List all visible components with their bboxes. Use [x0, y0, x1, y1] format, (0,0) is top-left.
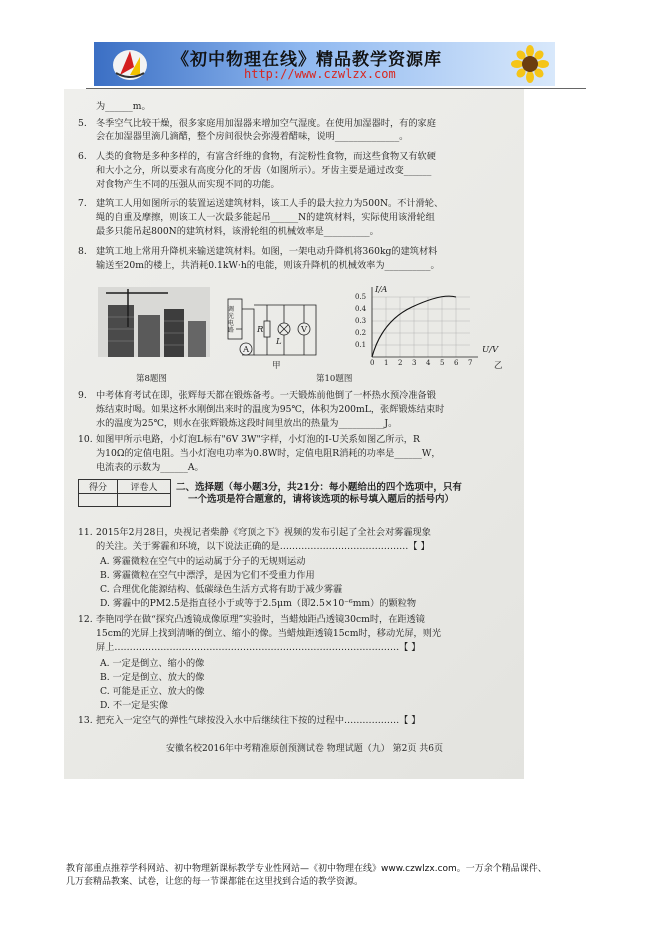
q10-line-1: 如图甲所示电路，小灯泡L标有"6V 3W"字样，小灯泡的I-U关系如图乙所示，R: [96, 434, 420, 445]
q5-number: 5.: [78, 118, 87, 129]
fig8-caption: 第8题图: [136, 374, 167, 384]
q11-number: 11.: [78, 527, 93, 538]
q12-line-3: 屏上…………………………………………………………………………………【 】: [96, 642, 421, 653]
q6-line-2: 和大小之分，所以要求有高度分化的牙齿（如图所示）。牙齿主要是通过改变______: [96, 165, 432, 176]
line-top: 为______m。: [96, 101, 151, 112]
score-header: 得分: [79, 480, 118, 494]
page-footer: 安徽名校2016年中考精准原创预测试卷 物理试题（九） 第2页 共6页: [166, 744, 443, 754]
graph-xlabel: U/V: [482, 345, 499, 355]
section2-heading: [176, 482, 462, 506]
q8-number: 8.: [78, 246, 87, 257]
score-cell: [79, 494, 118, 507]
sunflower-icon: [511, 45, 549, 83]
q7-number: 7.: [78, 198, 87, 209]
q9-number: 9.: [78, 390, 87, 401]
graph-xtick: 4: [426, 359, 431, 367]
graph-ylabel: I/A: [375, 285, 388, 295]
fig10-jia-label: 甲: [272, 361, 281, 371]
fig10-caption: 第10题图: [316, 374, 353, 384]
banner-title: 《初中物理在线》精品教学资源库: [172, 50, 442, 70]
q10-number: 10.: [78, 434, 93, 445]
graph-xtick: 0: [370, 359, 375, 367]
q12-line-1: 李艳同学在做“探究凸透镜成像原理”实验时，当蜡烛距凸透镜30cm时，在距透镜: [96, 614, 425, 625]
graph-xtick: 7: [468, 359, 473, 367]
banner-url-link[interactable]: http://www.czwlzx.com: [244, 67, 396, 81]
q10-line-3: 电流表的示数为______A。: [96, 462, 204, 473]
q9-line-2: 炼结束时喝。如果这杯水刚倒出来时的温度为95℃，体积为200mL，张辉锻炼结束时: [96, 404, 445, 415]
graph-xtick: 3: [412, 359, 417, 367]
q5-line-1: 冬季空气比较干燥，很多家庭用加湿器来增加空气湿度。在使用加湿器时，有的家庭: [96, 118, 436, 129]
q12-option-d: D. 不一定是实像: [100, 700, 169, 711]
q5-line-2: 会在加湿器里滴几滴醋，整个房间很快会弥漫着醋味，说明______________。: [96, 131, 409, 142]
q7-line-1: 建筑工人用如图所示的装置运送建筑材料，该工人手的最大拉力为500N。不计滑轮、: [96, 198, 444, 209]
grader-header: 评卷人: [118, 480, 171, 494]
graph-xtick: 5: [440, 359, 445, 367]
q12-number: 12.: [78, 614, 93, 625]
section2-line-2: 一个选项是符合题意的，请将该选项的标号填入题后的括号内）: [188, 494, 455, 505]
q11-option-c: C. 合理优化能源结构、低碳绿色生活方式将有助于减少雾霾: [100, 584, 343, 595]
bottom-note: [66, 863, 606, 889]
circuit-box-label: 调光电路: [228, 306, 235, 334]
graph-ytick: 0.4: [355, 305, 367, 313]
header-banner: [94, 42, 555, 86]
score-table: [78, 479, 171, 507]
construction-site-photo: [98, 287, 210, 357]
graph-ytick: 0.5: [355, 293, 367, 301]
graph-xtick: 2: [398, 359, 403, 367]
q10-line-2: 为10Ω的定值电阻。当小灯泡电功率为0.8W时，定值电阻R消耗的功率是______W，: [96, 448, 441, 459]
q11-option-b: B. 雾霾微粒在空气中漂浮，是因为它们不受重力作用: [100, 570, 315, 581]
q13-line: 把充入一定空气的弹性气球按没入水中后继续往下按的过程中………………【 】: [96, 715, 421, 726]
q7-line-3: 最多只能吊起800N的建筑材料，该滑轮组的机械效率是__________。: [96, 226, 379, 237]
q9-line-1: 中考体育考试在即，张辉每天都在锻炼备考。一天锻炼前他倒了一杯热水预冷准备锻: [96, 390, 436, 401]
q8-line-2: 输送至20m的楼上，共消耗0.1kW·h的电能，则该升降机的机械效率为__________。: [96, 260, 440, 271]
q11-option-a: A. 雾霾微粒在空气中的运动属于分子的无规则运动: [100, 556, 306, 567]
q9-line-3: 水的温度为25℃，则水在张辉锻炼这段时间里放出的热量为__________J。: [96, 418, 398, 429]
circuit-label-l: L: [276, 337, 282, 347]
q13-number: 13.: [78, 715, 93, 726]
q11-line-2: 的关注。关于雾霾和环境，以下说法正确的是……………………………………【 】: [96, 541, 430, 552]
q12-option-a: A. 一定是倒立、缩小的像: [100, 658, 205, 669]
q11-option-d: D. 雾霾中的PM2.5是指直径小于或等于2.5μm（即2.5×10⁻⁶mm）的颗粒物: [100, 598, 417, 609]
q12-option-c: C. 可能是正立、放大的像: [100, 686, 205, 697]
q6-number: 6.: [78, 151, 87, 162]
graph-xtick: 1: [384, 359, 389, 367]
circuit-label-a: A: [243, 345, 250, 355]
q6-line-1: 人类的食物是多种多样的，有富含纤维的食物，有淀粉性食物，而这些食物又有软硬: [96, 151, 436, 162]
graph-ytick: 0.1: [355, 341, 367, 349]
exam-page-scan: [64, 89, 524, 779]
bottom-note-line-2: 几万套精品教案、试卷，让您的每一节课都能在这里找到合适的教学资源。: [66, 877, 364, 887]
bottom-note-line-1: 教育部重点推荐学科网站、初中物理新课标教学专业性网站—《初中物理在线》www.czwlzx.com。一万余个精品课件、: [66, 864, 547, 874]
q8-line-1: 建筑工地上常用升降机来输送建筑材料。如图，一架电动升降机将360kg的建筑材料: [96, 246, 438, 257]
q11-line-1: 2015年2月28日，央视记者柴静《穹顶之下》视频的发布引起了全社会对雾霾现象: [96, 527, 431, 538]
q6-line-3: 对食物产生不同的压强从而实现不同的功能。: [96, 179, 280, 190]
circuit-label-r: R: [257, 325, 264, 335]
graph-xtick: 6: [454, 359, 459, 367]
q7-line-2: 绳的自重及摩擦，则该工人一次最多能起吊______N的建筑材料，实际使用该滑轮组: [96, 212, 435, 223]
graph-ytick: 0.2: [355, 329, 367, 337]
circuit-label-v: V: [301, 325, 308, 335]
section2-line-1: 二、选择题（每小题3分，共21分：每小题给出的四个选项中，只有: [176, 482, 462, 493]
fig10-yi-label: 乙: [494, 361, 503, 371]
graph-ytick: 0.3: [355, 317, 367, 325]
site-logo-icon: [110, 45, 150, 83]
q12-line-2: 15cm的光屏上找到清晰的倒立、缩小的像。当蜡烛距透镜15cm时，移动光屏，则光: [96, 628, 442, 639]
grader-cell: [118, 494, 171, 507]
q12-option-b: B. 一定是倒立、放大的像: [100, 672, 205, 683]
